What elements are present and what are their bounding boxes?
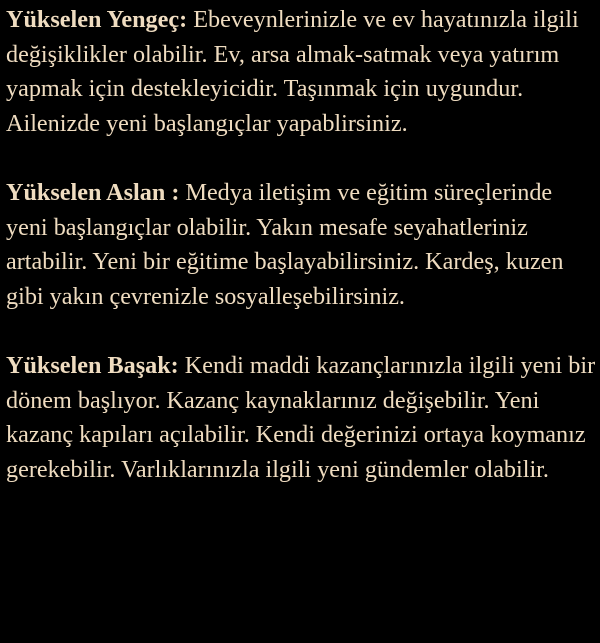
paragraph-body-yengec: Ebeveynlerinizle ve ev hayatınızla ilgili değişiklikler olabilir. Ev, arsa almak-satmak veya yatırım yapmak için destekleyicidir. Taşınmak için uygundur. Ailenizde yeni başlangıçlar yapablirsiniz.	[6, 6, 579, 137]
horoscope-text-block	[6, 3, 596, 487]
sign-heading-aslan: Yükselen Aslan :	[6, 178, 180, 206]
paragraph-yengec	[6, 3, 596, 141]
paragraph-basak	[6, 349, 596, 487]
paragraph-aslan	[6, 176, 596, 314]
sign-heading-yengec: Yükselen Yengeç:	[6, 6, 188, 33]
paragraph-body-aslan: Medya iletişim ve eğitim süreçlerinde yeni başlangıçlar olabilir. Yakın mesafe seyahatleriniz artabilir. Yeni bir eğitime başlayabilirsiniz. Kardeş, kuzen gibi yakın çevrenizle sosyalleşebilirsiniz.	[6, 178, 564, 310]
paragraph-body-basak: Kendi maddi kazançlarınızla ilgili yeni bir dönem başlıyor. Kazanç kaynaklarınız değişebilir. Yeni kazanç kapıları açılabilir. Kendi değerinizi ortaya koymanız gerekebilir. Varlıklarınızla ilgili yeni gündemler olabilir.	[6, 351, 596, 483]
sign-heading-basak: Yükselen Başak:	[6, 351, 179, 379]
